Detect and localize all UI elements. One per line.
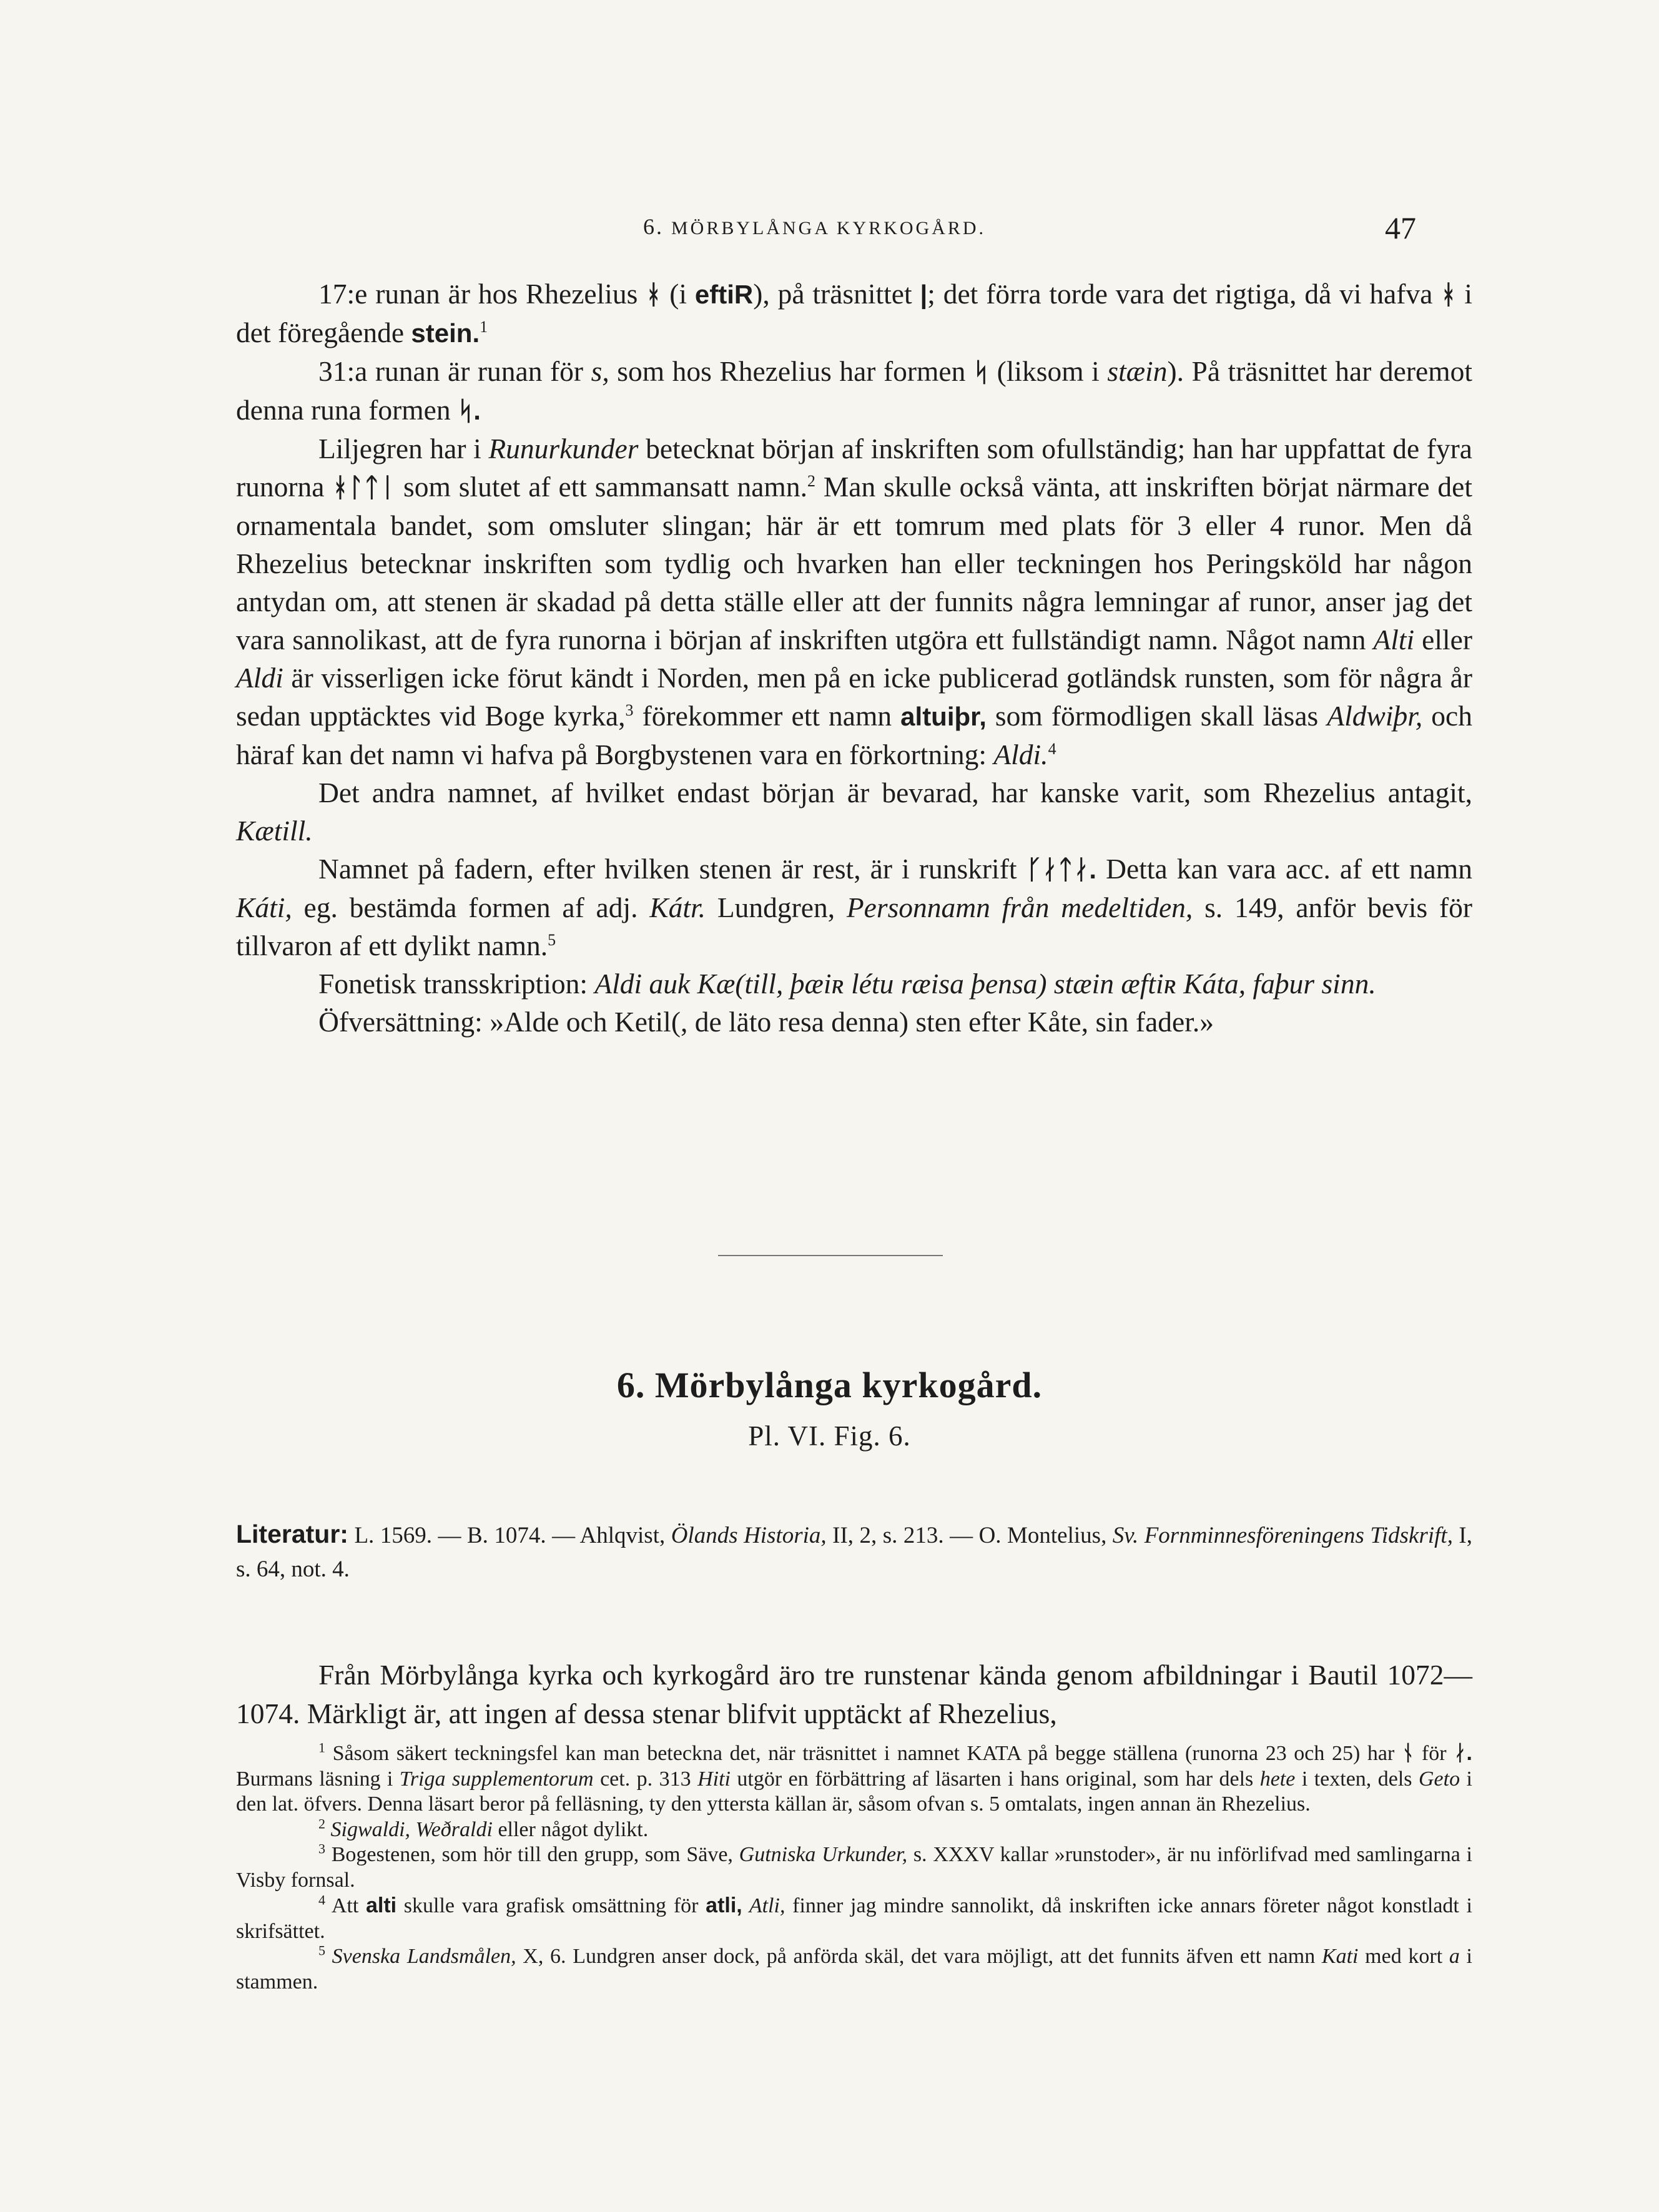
rune-glyph: ᛅ. [1454,1741,1472,1765]
literature-label: Literatur: [236,1520,348,1548]
rune-glyph: | [920,280,928,309]
rune-glyph: ᚾ [1401,1741,1415,1765]
footnote-3: $^3$ Bogestenen, som hör till den grupp, som Säve, Gutniska Urkunder, s. XXXV kallar »runstoder», är nu införlifvad med samlingarna i Visby fornsal. [236,1841,1472,1892]
footnote-ref: 4 [1048,739,1056,758]
paragraph-5: Namnet på fadern, efter hvilken stenen är rest, är i runskrift ᚴᛅᛏᛅ. Detta kan vara acc. af ett namn Káti, eg. bestämda formen af adj. Kátr. Lundgren, Personnamn från medeltiden, s. 149, anför bevis för tillvaron af ett dylikt namn.$^5$ [236,853,1473,961]
footnote-ref: 1 [480,317,488,336]
runic-transliteration: atli, [706,1894,742,1917]
section-divider [718,1255,943,1256]
footnote-ref: 5 [548,930,556,949]
running-head-title [643,214,986,240]
running-head-section-number: 6. [643,214,664,239]
runic-transliteration: altuiþr, [900,702,987,731]
section-text [236,1656,1472,1733]
paragraph-2: 31:a runan är runan för s, som hos Rhezelius har formen ᛋ (liksom i stæin). På träsnittet har deremot denna runa formen ᛋ. [236,355,1472,426]
rune-glyph: ᚴᛅᛏᛅ. [1026,855,1097,884]
plate-reference: Pl. VI. Fig. 6. [748,1420,911,1452]
rune-glyph: ᚼ [1440,280,1457,309]
runic-transliteration: stein. [411,318,480,348]
paragraph-translation: Öfversättning: »Alde och Ketil(, de läto resa denna) sten efter Kåte, sin fader.» [318,1006,1214,1038]
page-number: 47 [1385,210,1416,245]
footnote-ref: 2 [807,471,815,490]
section-title: 6. Mörbylånga kyrkogård. [616,1365,1043,1405]
rune-glyph: ᛋ. [458,396,481,425]
rune-glyph: ᚼ [646,280,662,309]
runic-transliteration: alti [365,1894,397,1917]
runic-transliteration: eftiR [694,280,754,309]
footnote-1: $^1$ Såsom säkert teckningsfel kan man beteckna det, när träsnittet i namnet KATA på begge ställena (runorna 23 och 25) har ᚾ för ᛅ. Burmans läsning i Triga supplementorum cet. p. 313 Hiti utgör en förbättring af läsarten i hans original, som har dels hete i texten, dels Geto i den lat. öfvers. Denna läsart beror på felläsning, ty den yttersta källan är, såsom ofvan s. 5 omtalats, ingen annan än Rhezelius. [236,1739,1472,1816]
section-heading [0,1364,1659,1452]
main-text [236,275,1472,1041]
literature-block: Literatur: L. 1569. — B. 1074. — Ahlqvist, Ölands Historia, II, 2, s. 213. — O. Montelius, Sv. Fornminnesföreningens Tidskrift, I, s. 64, not. 4. [236,1520,1472,1582]
paragraph: Från Mörbylånga kyrka och kyrkogård äro tre runstenar kända genom afbildningar i Bautil 1072—1074. Märkligt är, att ingen af dessa stenar blifvit upptäckt af Rhezelius, [236,1659,1472,1729]
footnotes [236,1741,1472,1995]
paragraph-1: 17:e runan är hos Rhezelius ᚼ (i eftiR), på träsnittet |; det förra torde vara det rigtiga, då vi hafva ᚼ i det föregående stein.$^1$ [236,278,1472,348]
footnote-4: $^4$ Att alti skulle vara grafisk omsättning för atli, Atli, finner jag mindre sannolikt, då inskriften icke annars företer något konstladt i skrifsättet. [236,1892,1473,1943]
paragraph-transcription: Fonetisk transskription: Aldi auk Kæ(till, þæiʀ létu ræisa þensa) stæin æftiʀ Káta, faþur sinn. [318,968,1376,1000]
footnote-2: $^2$ Sigwaldi, Weðraldi eller något dylikt. [318,1816,649,1841]
running-head-text: MÖRBYLÅNGA KYRKOGÅRD. [671,218,987,238]
rune-glyph: ᚼᛚᛏᛁ [332,473,396,502]
rune-glyph: ᛋ [973,357,990,386]
footnote-ref: 3 [625,700,634,719]
running-head [0,210,1659,251]
paragraph-3: Liljegren har i Runurkunder betecknat början af inskriften som ofullständig; han har uppfattat de fyra runorna ᚼᛚᛏᛁ som slutet af ett sammansatt namn.$^2$ Man skulle också vänta, att inskriften börjat närmare det ornamentala bandet, som omsluter slingan; här är ett tomrum med plats för 3 eller 4 runor. Men då Rhezelius betecknar inskriften som tydlig och hvarken han eller teckningen hos Peringsköld har någon antydan om, att stenen är skadad på detta ställe eller att der funnits några lemningar af runor, anser jag det vara sannolikast, att de fyra runorna i början af inskriften utgöra ett fullständigt namn. Något namn Alti eller Aldi är visserligen icke förut kändt i Norden, men på en icke publicerad gotländsk runsten, som för några år sedan upptäcktes vid Boge kyrka,$^3$ förekommer ett namn altuiþr, som förmodligen skall läsas Aldwiþr, och häraf kan det namn vi hafva på Borgbystenen vara en förkortning: Aldi.$^4$ [236,433,1473,770]
footnote-5: $^5$ Svenska Landsmålen, X, 6. Lundgren anser dock, på anförda skäl, det vara möjligt, att det funnits äfven ett namn Kati med kort a i stammen. [236,1942,1472,1993]
paragraph-4: Det andra namnet, af hvilket endast början är bevarad, har kanske varit, som Rhezelius antagit, Kætill. [236,777,1472,847]
